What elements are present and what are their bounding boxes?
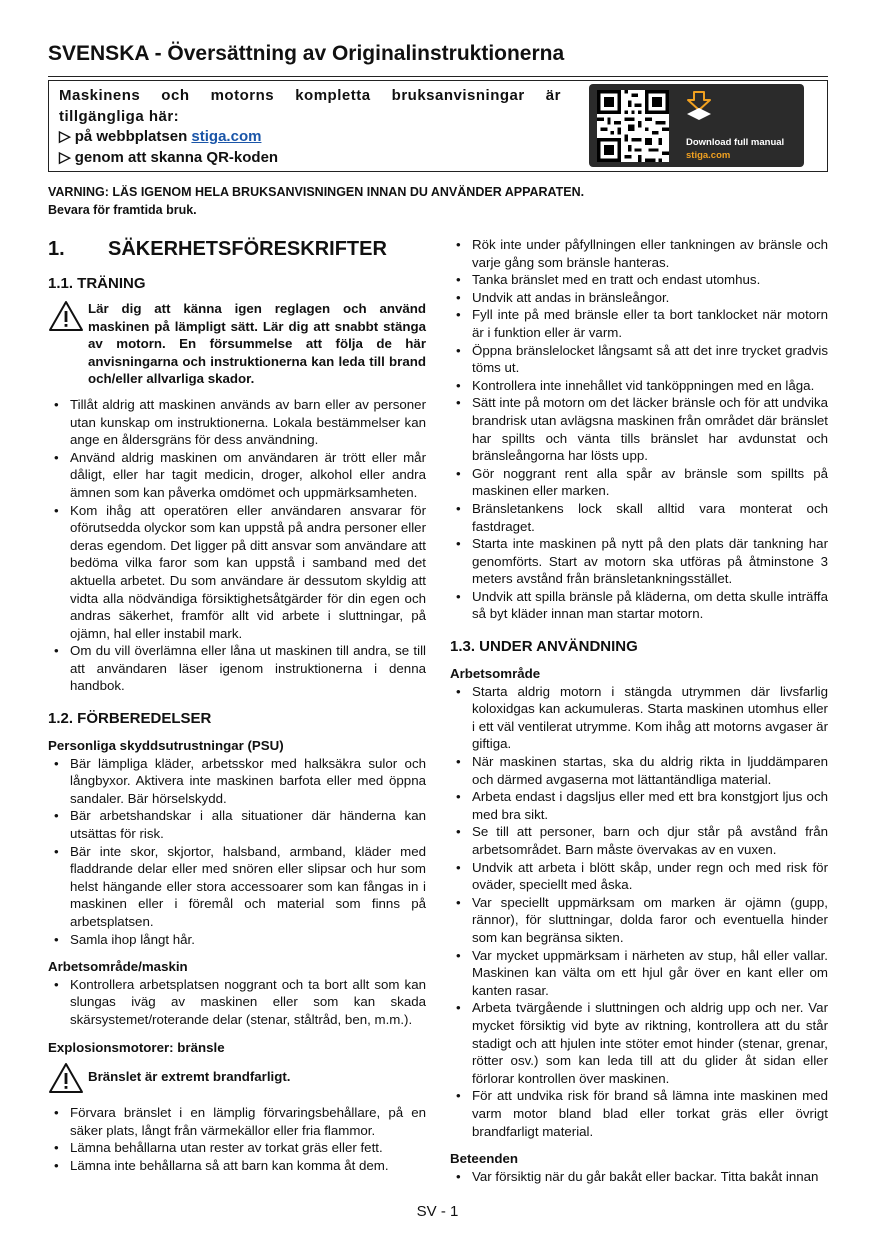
qr-code[interactable] (597, 90, 669, 162)
behaviour-list (450, 1168, 828, 1186)
read-warning-line1: VARNING: LÄS IGENOM HELA BRUKSANVISNINGEN INNAN DU ANVÄNDER APPARATEN. (48, 185, 585, 199)
psu-heading: Personliga skyddsutrustningar (PSU) (48, 738, 284, 754)
list-item: • Arbeta tvärgående i sluttningen och aldrig upp och ner. Var mycket försiktig vid byte av riktning, kontrollera att du står stadigt och att hjulen inte stöter emot hinder (stenar, grenar, rötter osv.) som kan leda till att du glider åt sidan eller förlorar kontrollen över maskinen. (450, 999, 828, 1087)
list-item: • Bär inte skor, skjortor, halsband, armband, kläder med fladdrande delar eller med snören eller slipsar och hur som helst hängande eller stora accessoarer som kan fångas in i maskinen eller i föremål och material som finns på arbetsplatsen. (48, 843, 426, 931)
arrow-icon: ▷ (59, 148, 71, 166)
manual-info-box (48, 80, 828, 172)
list-item: • Var speciellt uppmärksam om marken är ojämn (gupp, rännor), för sluttningar, dolda faror och eventuella hinder som kan begränsa sikten. (450, 894, 828, 947)
work-area-list (450, 683, 828, 1140)
fuel-list-continued (450, 236, 828, 623)
list-item: • Var mycket uppmärksam i närheten av stup, hål eller vallar. Maskinen kan välta om ett hjul går över en kant eller om kanten rasar. (450, 947, 828, 1000)
work-area-machine-heading: Arbetsområde/maskin (48, 959, 188, 975)
work-area-heading: Arbetsområde (450, 666, 541, 682)
work-area-machine-list (48, 976, 426, 1029)
title-divider (48, 76, 828, 77)
list-item: • Se till att personer, barn och djur står på avstånd från arbetsområdet. Barn måste övervakas av en vuxen. (450, 823, 828, 858)
right-column (450, 236, 828, 1185)
list-item: • Öppna bränslelocket långsamt så att det inre trycket gradvis töms ut. (450, 342, 828, 377)
list-item: • Undvik att arbeta i blött skåp, under regn och med risk för oväder, speciellt med åska. (450, 859, 828, 894)
page-number: SV - 1 (416, 1203, 459, 1220)
training-list (48, 396, 426, 695)
list-item: • Lämna behållarna utan rester av torkat gräs eller fett. (48, 1139, 426, 1157)
list-item: • Samla ihop långt hår. (48, 931, 426, 949)
fuel-warning (48, 1062, 426, 1094)
list-item: • När maskinen startas, ska du aldrig rikta in ljuddämparen och därmed avgaserna mot lättantändliga material. (450, 753, 828, 788)
fuel-heading: Explosionsmotorer: bränsle (48, 1039, 225, 1055)
read-warning (48, 183, 828, 219)
list-item: • För att undvika risk för brand så lämna inte maskinen med varm motor bland blad eller torkat gräs eller övrigt brandfarligt material. (450, 1087, 828, 1140)
warning-triangle-icon (48, 1062, 88, 1094)
manual-intro: Maskinens och motorns kompletta bruksanvisningar är tillgängliga här: (59, 87, 561, 125)
download-title: Download full manual (686, 137, 785, 148)
behaviour-heading: Beteenden (450, 1151, 518, 1167)
page-title: SVENSKA - Översättning av Originalinstruktionerna (48, 42, 565, 65)
qr-instruction: genom att skanna QR-koden (74, 148, 279, 166)
list-item: • Kontrollera arbetsplatsen noggrant och ta bort allt som kan slungas iväg av maskinen eller som kan skada skärsystemet/roterande delar (stenar, ståltråd, ben, m.m.). (48, 976, 426, 1029)
list-item: • Undvik att andas in bränsleångor. (450, 289, 828, 307)
left-column (48, 236, 426, 1175)
list-item: • Starta aldrig motorn i stängda utrymmen där livsfarlig koloxidgas kan ackumuleras. Starta maskinen utomhus eller i ett väl ventilerat utrymme. Kom ihåg att motorns avgaser är giftiga. (450, 683, 828, 753)
list-item: • Gör noggrant rent alla spår av bränsle som spillts på maskinen eller marken. (450, 465, 828, 500)
download-manual-icon (684, 90, 714, 122)
training-warning (48, 300, 426, 388)
subsection-heading-preparations: 1.2. FÖRBEREDELSER (48, 710, 212, 728)
section-number: 1. (48, 238, 65, 260)
warning-triangle-icon (48, 300, 88, 388)
qr-line (59, 148, 561, 169)
website-line (59, 127, 561, 148)
arrow-icon: ▷ (59, 128, 71, 145)
fuel-list (48, 1104, 426, 1174)
manual-info-text (59, 86, 561, 168)
list-item: • Om du vill överlämna eller låna ut maskinen till andra, se till att användaren läser igenom instruktionerna i denna handbok. (48, 642, 426, 695)
section-heading (48, 236, 426, 262)
subsection-heading-training: 1.1. TRÄNING (48, 275, 146, 292)
list-item: • Förvara bränslet i en lämplig förvaringsbehållare, på en säker plats, långt från värmekällor eller fria flammor. (48, 1104, 426, 1139)
list-item: • Bär lämpliga kläder, arbetsskor med halksäkra sulor och långbyxor. Aktivera inte maskinen barfota eller med öppna sandaler. Bär hörselskydd. (48, 755, 426, 808)
psu-list (48, 755, 426, 949)
list-item: • Kom ihåg att operatören eller användaren ansvarar för oförutsedda olyckor som kan uppstå på andra personer eller deras egendom. Det ligger på ditt ansvar som användare att bedöma vilka faror som kan uppstå i samband med det aktuella arbetet. Du som användare är dessutom skyldig att vidta alla nödvändiga försiktighetsåtgärder för din egen och andras säkerhet, framför allt vid arbete i sluttningar, på ojämn, hal eller instabil mark. (48, 502, 426, 643)
training-warning-text: Lär dig att känna igen reglagen och använd maskinen på lämpligt sätt. Lär dig att snabbt stänga av motorn. En försummelse att följa de här anvisningarna och instruktionerna kan leda till brand och/eller allvarliga skador. (88, 301, 426, 387)
download-card[interactable] (589, 84, 804, 167)
list-item: • Arbeta endast i dagsljus eller med ett bra konstgjort ljus och med bra sikt. (450, 788, 828, 823)
download-site[interactable]: stiga.com (686, 150, 731, 161)
list-item: • Bränsletankens lock skall alltid vara monterat och fastdraget. (450, 500, 828, 535)
list-item: • Sätt inte på motorn om det läcker bränsle och för att undvika brandrisk utan avlägsna maskinen från området där bränslet har spillts och vänta tills bränslet har avdunstat och bränsleångorna har lösts upp. (450, 394, 828, 464)
list-item: • Rök inte under påfyllningen eller tankningen av bränsle och varje gång som bränsle hanteras. (450, 236, 828, 271)
list-item: • Tanka bränslet med en tratt och endast utomhus. (450, 271, 828, 289)
subsection-heading-use: 1.3. UNDER ANVÄNDNING (450, 638, 638, 656)
list-item: • Tillåt aldrig att maskinen används av barn eller av personer utan kunskap om instruktionerna. Lokala bestämmelser kan ange en åldersgräns för dess användning. (48, 396, 426, 449)
website-link[interactable]: stiga.com (191, 128, 262, 145)
list-item: • Starta inte maskinen på nytt på den plats där tankning har genomförts. Start av motorn ska utföras på åtminstone 3 meters avstånd från bränsletankningsstället. (450, 535, 828, 588)
list-item: • Undvik att spilla bränsle på kläderna, om detta skulle inträffa så byt kläder innan man startar motorn. (450, 588, 828, 623)
list-item: • Lämna inte behållarna så att barn kan komma åt dem. (48, 1157, 426, 1175)
list-item: • Bär arbetshandskar i alla situationer där händerna kan utsättas för risk. (48, 807, 426, 842)
fuel-warning-text: Bränslet är extremt brandfarligt. (88, 1069, 291, 1085)
list-item: • Kontrollera inte innehållet vid tanköppningen med en låga. (450, 377, 828, 395)
section-title: SÄKERHETSFÖRESKRIFTER (108, 238, 387, 260)
website-prefix: på webbplatsen (74, 128, 188, 145)
list-item: • Använd aldrig maskinen om användaren är trött eller mår dåligt, eller har tagit medicin, droger, alkohol eller andra ämnen som kan påverka omdömet och uppmärksamheten. (48, 449, 426, 502)
list-item: • Var försiktig när du går bakåt eller backar. Titta bakåt innan (450, 1168, 828, 1186)
read-warning-line2: Bevara för framtida bruk. (48, 203, 197, 217)
list-item: • Fyll inte på med bränsle eller ta bort tanklocket när motorn är i funktion eller är varm. (450, 306, 828, 341)
